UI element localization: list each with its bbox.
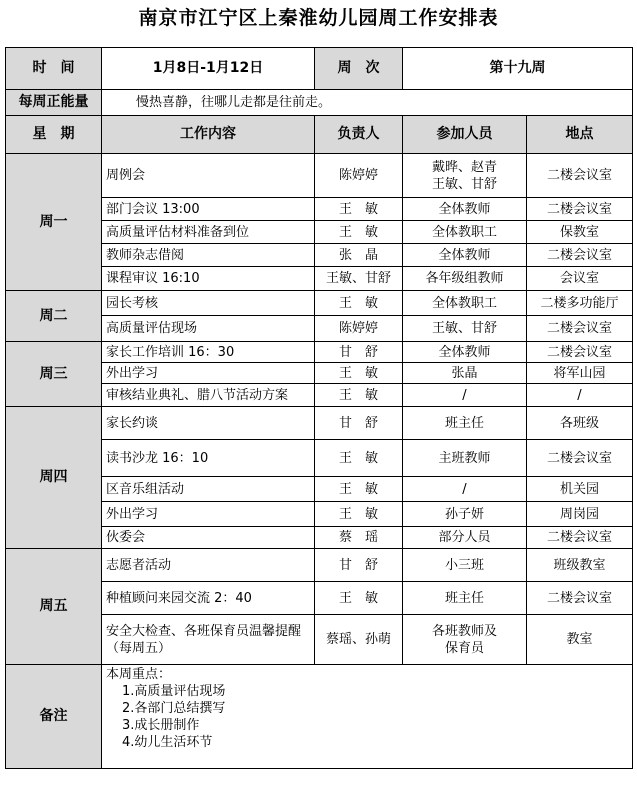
task-participants: 各年级组教师 xyxy=(403,267,527,291)
task-lead: 王 敏 xyxy=(315,477,403,502)
task-location: 机关园 xyxy=(527,477,633,502)
weekday-cell: 周一 xyxy=(6,154,102,291)
schedule-row xyxy=(6,549,633,582)
task-location: 保教室 xyxy=(527,221,633,244)
task-content: 审核结业典礼、腊八节活动方案 xyxy=(102,384,315,407)
task-participants: 主班教师 xyxy=(403,440,527,477)
note-item: 3.成长册制作 xyxy=(122,718,200,733)
time-label: 时 间 xyxy=(6,48,102,90)
task-lead: 甘 舒 xyxy=(315,342,403,363)
task-content: 部门会议 13:00 xyxy=(102,198,315,221)
task-participants: 孙子妍 xyxy=(403,502,527,527)
task-participants: 全体教职工 xyxy=(403,291,527,316)
task-location: 二楼会议室 xyxy=(527,582,633,615)
schedule-table xyxy=(5,47,633,769)
task-location: 二楼会议室 xyxy=(527,342,633,363)
weekday-cell: 周二 xyxy=(6,291,102,342)
task-content: 读书沙龙 16：10 xyxy=(102,440,315,477)
task-lead: 王 敏 xyxy=(315,384,403,407)
task-participants: 全体教师 xyxy=(403,198,527,221)
task-content: 伙委会 xyxy=(102,527,315,549)
task-content: 高质量评估现场 xyxy=(102,316,315,342)
task-participants: 小三班 xyxy=(403,549,527,582)
task-lead: 张 晶 xyxy=(315,244,403,267)
notes-heading: 本周重点： xyxy=(106,667,172,682)
task-location: 二楼会议室 xyxy=(527,440,633,477)
col-header-participants: 参加人员 xyxy=(403,116,527,154)
motto-row xyxy=(6,90,633,116)
task-lead: 王 敏 xyxy=(315,502,403,527)
task-location: 会议室 xyxy=(527,267,633,291)
task-location: 教室 xyxy=(527,615,633,665)
note-item: 1.高质量评估现场 xyxy=(122,684,226,699)
task-participants: 班主任 xyxy=(403,407,527,440)
motto-text: 慢热喜静，往哪儿走都是往前走。 xyxy=(102,90,633,116)
schedule-body xyxy=(6,154,633,665)
task-location: 二楼会议室 xyxy=(527,527,633,549)
task-content: 外出学习 xyxy=(102,363,315,384)
task-participants: 各班教师及 保育员 xyxy=(403,615,527,665)
task-content: 课程审议 16:10 xyxy=(102,267,315,291)
task-participants: 王敏、甘舒 xyxy=(403,316,527,342)
col-header-location: 地点 xyxy=(527,116,633,154)
schedule-row xyxy=(6,291,633,316)
task-participants: 全体教师 xyxy=(403,244,527,267)
task-location: 周岗园 xyxy=(527,502,633,527)
col-header-weekday: 星 期 xyxy=(6,116,102,154)
task-location: 各班级 xyxy=(527,407,633,440)
task-participants: / xyxy=(403,384,527,407)
task-lead: 王 敏 xyxy=(315,221,403,244)
week-label: 周 次 xyxy=(315,48,403,90)
weekday-cell: 周四 xyxy=(6,407,102,549)
task-content: 周例会 xyxy=(102,154,315,198)
task-lead: 陈婷婷 xyxy=(315,316,403,342)
task-content: 种植顾问来园交流 2：40 xyxy=(102,582,315,615)
task-lead: 甘 舒 xyxy=(315,549,403,582)
task-content: 外出学习 xyxy=(102,502,315,527)
schedule-row xyxy=(6,407,633,440)
notes-label: 备注 xyxy=(6,665,102,769)
page-title: 南京市江宁区上秦淮幼儿园周工作安排表 xyxy=(138,7,499,29)
task-content: 教师杂志借阅 xyxy=(102,244,315,267)
task-lead: 陈婷婷 xyxy=(315,154,403,198)
info-row xyxy=(6,48,633,90)
task-participants: 张晶 xyxy=(403,363,527,384)
task-lead: 王 敏 xyxy=(315,582,403,615)
schedule-row xyxy=(6,154,633,198)
task-lead: 王 敏 xyxy=(315,440,403,477)
note-item: 2.各部门总结撰写 xyxy=(122,701,226,716)
task-location: 将军山园 xyxy=(527,363,633,384)
task-location: 二楼会议室 xyxy=(527,316,633,342)
task-participants: 戴晔、赵青 王敏、甘舒 xyxy=(403,154,527,198)
task-content: 园长考核 xyxy=(102,291,315,316)
task-content: 家长工作培训 16：30 xyxy=(102,342,315,363)
col-header-content: 工作内容 xyxy=(102,116,315,154)
task-lead: 蔡瑶、孙萌 xyxy=(315,615,403,665)
weekday-cell: 周三 xyxy=(6,342,102,407)
notes-row xyxy=(6,665,633,769)
weekday-cell: 周五 xyxy=(6,549,102,665)
col-header-lead: 负责人 xyxy=(315,116,403,154)
task-lead: 王 敏 xyxy=(315,198,403,221)
task-content: 区音乐组活动 xyxy=(102,477,315,502)
task-content: 高质量评估材料准备到位 xyxy=(102,221,315,244)
task-participants: 全体教职工 xyxy=(403,221,527,244)
task-content: 志愿者活动 xyxy=(102,549,315,582)
task-location: 二楼多功能厅 xyxy=(527,291,633,316)
task-lead: 王 敏 xyxy=(315,363,403,384)
motto-label: 每周正能量 xyxy=(6,90,102,116)
time-value: 1月8日-1月12日 xyxy=(102,48,315,90)
task-location: / xyxy=(527,384,633,407)
schedule-row xyxy=(6,342,633,363)
task-lead: 王 敏 xyxy=(315,291,403,316)
task-location: 班级教室 xyxy=(527,549,633,582)
task-participants: 全体教师 xyxy=(403,342,527,363)
task-content: 安全大检查、各班保育员温馨提醒（每周五） xyxy=(102,615,315,665)
week-value: 第十九周 xyxy=(403,48,633,90)
note-item: 4.幼儿生活环节 xyxy=(122,735,213,750)
task-participants: 班主任 xyxy=(403,582,527,615)
task-lead: 王敏、甘舒 xyxy=(315,267,403,291)
task-participants: / xyxy=(403,477,527,502)
task-participants: 部分人员 xyxy=(403,527,527,549)
column-header-row xyxy=(6,116,633,154)
task-lead: 甘 舒 xyxy=(315,407,403,440)
task-location: 二楼会议室 xyxy=(527,198,633,221)
notes-cell xyxy=(102,665,633,769)
task-location: 二楼会议室 xyxy=(527,154,633,198)
task-location: 二楼会议室 xyxy=(527,244,633,267)
task-content: 家长约谈 xyxy=(102,407,315,440)
task-lead: 蔡 瑶 xyxy=(315,527,403,549)
